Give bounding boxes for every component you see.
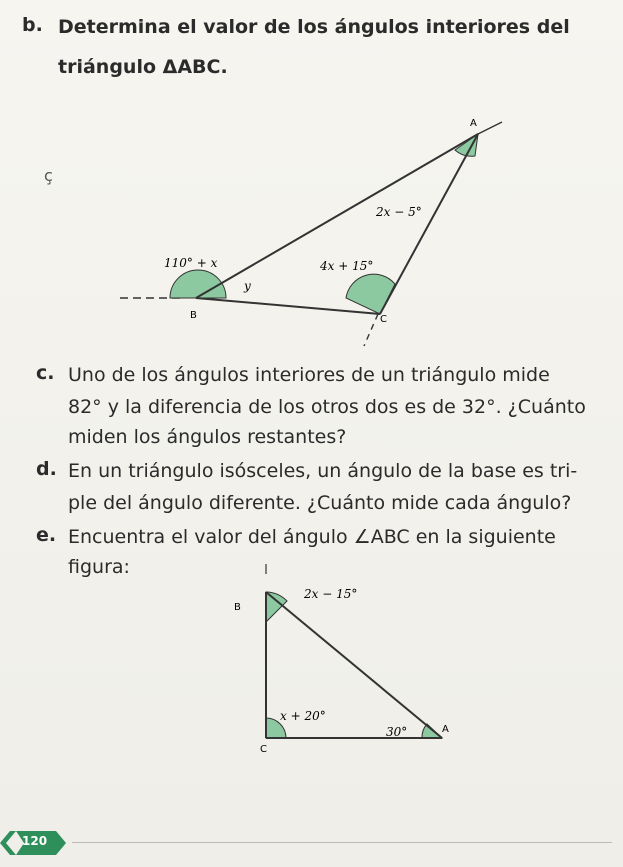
badge-chevron-left	[0, 831, 16, 855]
item-e-letter: e.	[36, 524, 57, 546]
angle-arc-b	[170, 270, 226, 298]
angle-interior-b-label: y	[244, 279, 251, 293]
triangle-bca-diagram	[220, 560, 460, 760]
extension-line-a	[478, 122, 502, 134]
vertex-b-label: B	[190, 310, 197, 321]
angle-c-expression: x + 20°	[280, 709, 326, 723]
item-c-line1: Uno de los ángulos interiores de un triángulo mide	[68, 364, 550, 386]
angle-arc-c	[346, 274, 395, 314]
angle-a-expression: 2x − 5°	[376, 205, 422, 219]
angle-b-expression: 2x − 15°	[304, 587, 358, 601]
item-d-letter: d.	[36, 458, 57, 480]
item-e-line2: figura:	[68, 556, 130, 578]
page-number-badge	[0, 828, 72, 858]
angle-c-expression: 4x + 15°	[320, 259, 374, 273]
vertex-a-label: A	[470, 118, 477, 129]
vertex-a-label: A	[442, 724, 449, 735]
side-ca	[380, 134, 478, 314]
item-b-line1: Determina el valor de los ángulos interiores del	[58, 16, 570, 38]
vertex-b-label: B	[234, 602, 241, 613]
stray-mark: ç	[44, 166, 53, 185]
item-e-line1: Encuentra el valor del ángulo ∠ABC en la siguiente	[68, 526, 556, 548]
item-b-letter: b.	[22, 14, 43, 36]
item-c-line2: 82° y la diferencia de los otros dos es de 32°. ¿Cuánto	[68, 396, 586, 418]
page-number: 120	[22, 834, 48, 848]
item-d-line1: En un triángulo isósceles, un ángulo de la base es tri-	[68, 460, 578, 482]
bottom-rule	[72, 842, 612, 843]
extension-line-c	[364, 314, 378, 346]
item-d-line2: ple del ángulo diferente. ¿Cuánto mide cada ángulo?	[68, 492, 572, 514]
triangle-abc-diagram	[110, 110, 510, 350]
angle-exterior-b-expression: 110° + x	[164, 256, 218, 270]
vertex-c-label: C	[380, 314, 387, 325]
item-b-line2: triángulo ΔABC.	[58, 56, 228, 78]
side-ab	[196, 134, 478, 298]
angle-a-expression: 30°	[386, 725, 408, 739]
item-c-line3: miden los ángulos restantes?	[68, 426, 347, 448]
vertex-c-label: C	[260, 744, 267, 755]
item-c-letter: c.	[36, 362, 55, 384]
